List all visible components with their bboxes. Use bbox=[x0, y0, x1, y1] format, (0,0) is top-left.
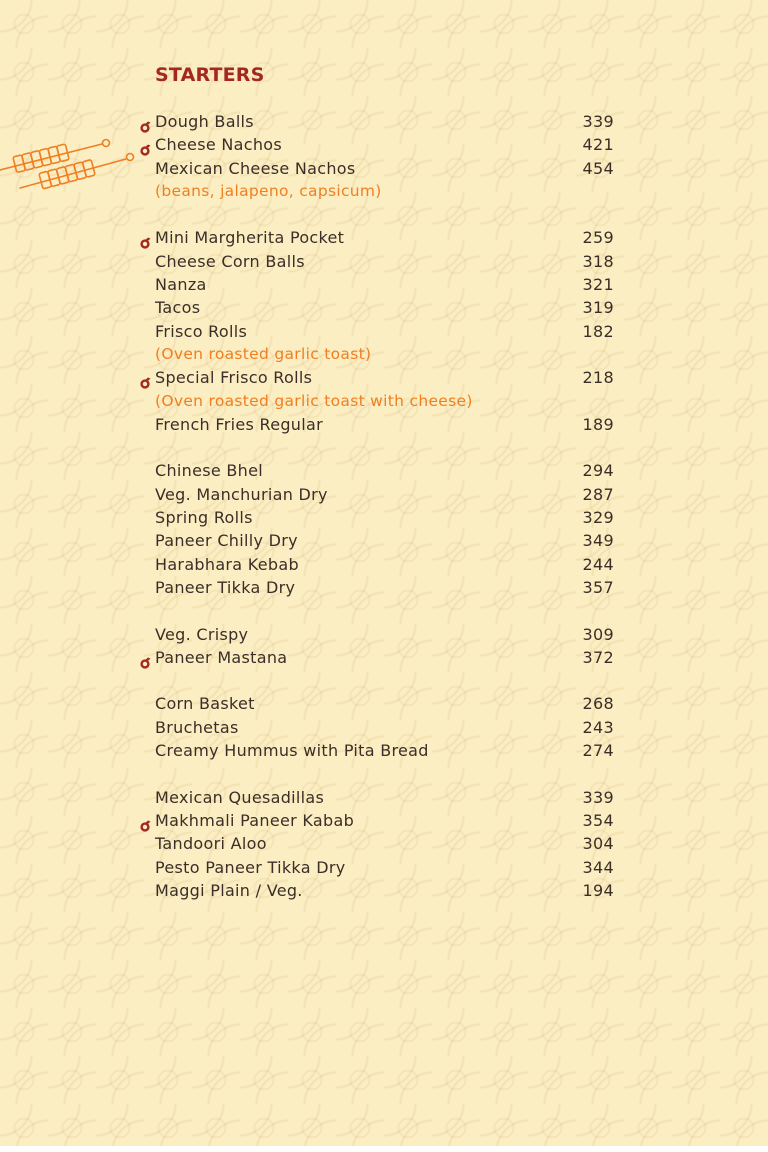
item-price: 421 bbox=[582, 135, 614, 155]
chef-special-icon bbox=[139, 116, 152, 128]
item-price: 372 bbox=[582, 647, 614, 667]
item-price: 339 bbox=[582, 787, 614, 807]
item-price: 354 bbox=[582, 810, 614, 830]
chef-special-icon bbox=[139, 372, 152, 384]
menu-item bbox=[0, 553, 768, 576]
item-price: 294 bbox=[582, 461, 614, 481]
menu-item bbox=[0, 250, 768, 273]
menu-item bbox=[0, 692, 768, 715]
item-name: Cheese Nachos bbox=[155, 135, 283, 155]
item-price: 304 bbox=[582, 834, 614, 854]
menu-item bbox=[0, 133, 768, 156]
menu-spacer bbox=[0, 436, 768, 459]
menu-spacer bbox=[0, 669, 768, 692]
menu-item bbox=[0, 879, 768, 902]
item-name: Mini Margherita Pocket bbox=[155, 228, 345, 248]
item-note-text: (beans, jalapeno, capsicum) bbox=[155, 181, 382, 200]
item-name: Pesto Paneer Tikka Dry bbox=[155, 857, 346, 877]
item-name: Nanza bbox=[155, 275, 207, 295]
item-name: Spring Rolls bbox=[155, 508, 253, 528]
menu-item bbox=[0, 856, 768, 879]
item-name: Mexican Cheese Nachos bbox=[155, 158, 356, 178]
item-note-text: (Oven roasted garlic toast) bbox=[155, 344, 372, 363]
item-name: Tacos bbox=[155, 298, 201, 318]
item-price: 319 bbox=[582, 298, 614, 318]
item-price: 274 bbox=[582, 741, 614, 761]
item-name: Dough Balls bbox=[155, 112, 254, 131]
item-name: French Fries Regular bbox=[155, 414, 323, 434]
item-name: Maggi Plain / Veg. bbox=[155, 880, 303, 900]
menu-item bbox=[0, 529, 768, 552]
menu-item bbox=[0, 413, 768, 436]
menu-list bbox=[0, 110, 768, 902]
item-name: Creamy Hummus with Pita Bread bbox=[155, 741, 429, 761]
item-price: 268 bbox=[582, 694, 614, 714]
menu-item bbox=[0, 366, 768, 389]
menu-item bbox=[0, 110, 768, 133]
item-price: 243 bbox=[582, 717, 614, 737]
item-price: 349 bbox=[582, 531, 614, 551]
menu-item bbox=[0, 809, 768, 832]
item-name: Makhmali Paneer Kabab bbox=[155, 810, 355, 830]
menu-item bbox=[0, 832, 768, 855]
menu-item bbox=[0, 226, 768, 249]
menu-item bbox=[0, 646, 768, 669]
item-name: Veg. Crispy bbox=[155, 624, 249, 644]
menu-item bbox=[0, 623, 768, 646]
item-name: Chinese Bhel bbox=[155, 461, 264, 481]
menu-item-note bbox=[0, 180, 768, 203]
chef-special-icon bbox=[139, 139, 152, 151]
item-name: Special Frisco Rolls bbox=[155, 368, 313, 388]
menu-item bbox=[0, 716, 768, 739]
chef-special-icon bbox=[139, 815, 152, 827]
item-price: 244 bbox=[582, 554, 614, 574]
item-name: Paneer Tikka Dry bbox=[155, 577, 296, 597]
item-name: Cheese Corn Balls bbox=[155, 251, 305, 271]
item-name: Harabhara Kebab bbox=[155, 554, 299, 574]
item-name: Veg. Manchurian Dry bbox=[155, 484, 328, 504]
menu-item bbox=[0, 296, 768, 319]
item-price: 454 bbox=[582, 158, 614, 178]
item-price: 189 bbox=[582, 414, 614, 434]
menu-item bbox=[0, 273, 768, 296]
item-price: 194 bbox=[582, 880, 614, 900]
menu-spacer bbox=[0, 599, 768, 622]
item-price: 218 bbox=[582, 368, 614, 388]
item-name: Paneer Chilly Dry bbox=[155, 531, 298, 551]
bottom-strip bbox=[0, 1146, 768, 1152]
item-name: Paneer Mastana bbox=[155, 647, 288, 667]
item-name: Corn Basket bbox=[155, 694, 255, 714]
item-price: 357 bbox=[582, 577, 614, 597]
chef-special-icon bbox=[139, 652, 152, 664]
item-price: 339 bbox=[582, 112, 614, 131]
item-name: Mexican Quesadillas bbox=[155, 787, 325, 807]
menu-item bbox=[0, 576, 768, 599]
item-price: 287 bbox=[582, 484, 614, 504]
menu-item bbox=[0, 739, 768, 762]
item-price: 309 bbox=[582, 624, 614, 644]
item-price: 182 bbox=[582, 321, 614, 341]
menu-item bbox=[0, 506, 768, 529]
menu-spacer bbox=[0, 203, 768, 226]
item-price: 259 bbox=[582, 228, 614, 248]
item-name: Tandoori Aloo bbox=[155, 834, 267, 854]
item-note-text: (Oven roasted garlic toast with cheese) bbox=[155, 391, 473, 410]
menu-item bbox=[0, 320, 768, 343]
item-price: 318 bbox=[582, 251, 614, 271]
item-price: 344 bbox=[582, 857, 614, 877]
menu-item bbox=[0, 483, 768, 506]
menu-item bbox=[0, 157, 768, 180]
item-name: Bruchetas bbox=[155, 717, 239, 737]
menu-item-note bbox=[0, 343, 768, 366]
menu-item bbox=[0, 459, 768, 482]
item-price: 321 bbox=[582, 275, 614, 295]
menu-spacer bbox=[0, 762, 768, 785]
section-title: STARTERS bbox=[155, 64, 265, 86]
chef-special-icon bbox=[139, 232, 152, 244]
menu-item bbox=[0, 786, 768, 809]
item-price: 329 bbox=[582, 508, 614, 528]
menu-item-note bbox=[0, 390, 768, 413]
item-name: Frisco Rolls bbox=[155, 321, 248, 341]
